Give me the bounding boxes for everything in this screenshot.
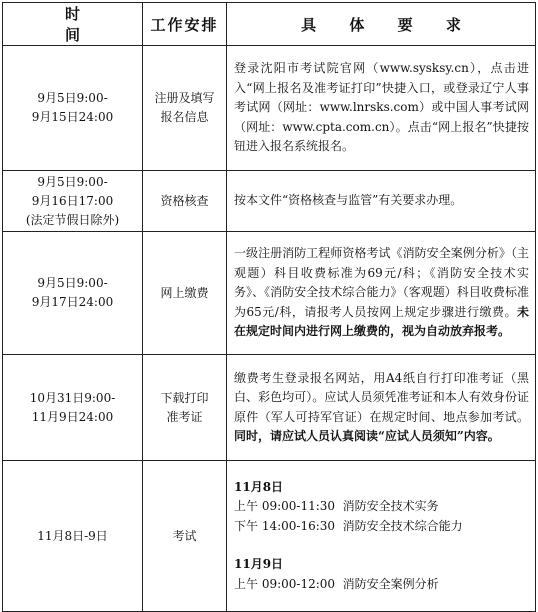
row-requirement: 按本文件“资格核查与监管”有关要求办理。 xyxy=(227,171,536,232)
row-time: 9月5日9:00- 9月16日17:00 (法定节假日除外) xyxy=(3,171,143,232)
row-requirement: 缴费考生登录报名网站，用A4纸自行打印准考证（黑白、彩色均可）。应试人员须凭准考证和本人有效身份证原件（军人可持军官证）在规定时间、地点参加考试。 xyxy=(234,370,529,424)
table-row xyxy=(3,232,536,355)
exam-day: 11月8日 xyxy=(234,479,284,494)
table-row xyxy=(3,461,536,612)
row-time: 11月8日-9日 xyxy=(3,461,143,612)
row-requirement: 一级注册消防工程师资格考试《消防安全案例分析》（主观题）科目收费标准为69元/科；《消防安全技术实务》、《消防安全技术综合能力》（客观题）科目收费标准为65元/科，请报考人员按网上规定步骤进行缴费。 xyxy=(234,246,529,319)
exam-session: 上午 09:00-11:30 消防安全技术实务 xyxy=(234,499,439,514)
header-time: 时 间 xyxy=(3,3,143,46)
table-row xyxy=(3,171,536,232)
row-requirement-emphasis: 未在规定时间内进行网上缴费的，视为自动放弃报考。 xyxy=(234,304,529,339)
row-time: 10月31日9:00- 11月9日24:00 xyxy=(3,355,143,461)
row-requirement-cell xyxy=(227,232,536,355)
spacer xyxy=(234,536,529,555)
header-requirements: 具 体 要 求 xyxy=(227,3,536,46)
table-header-row xyxy=(3,3,536,46)
table-row xyxy=(3,355,536,461)
row-requirement-cell xyxy=(227,355,536,461)
row-requirement-emphasis: 同时，请应试人员认真阅读“应试人员须知”内容。 xyxy=(234,429,500,443)
row-task: 网上缴费 xyxy=(143,232,227,355)
exam-schedule-table xyxy=(2,2,536,612)
row-time: 9月5日9:00- 9月17日24:00 xyxy=(3,232,143,355)
row-task: 注册及填写 报名信息 xyxy=(143,46,227,171)
header-task: 工作安排 xyxy=(143,3,227,46)
row-task: 考试 xyxy=(143,461,227,612)
row-task: 资格核查 xyxy=(143,171,227,232)
exam-session: 下午 14:00-16:30 消防安全技术综合能力 xyxy=(234,518,463,533)
table-row xyxy=(3,46,536,171)
row-time: 9月5日9:00- 9月15日24:00 xyxy=(3,46,143,171)
exam-schedule-cell xyxy=(227,461,536,612)
exam-day: 11月9日 xyxy=(234,557,284,572)
exam-session: 上午 09:00-12:00 消防安全案例分析 xyxy=(234,576,439,591)
row-task: 下载打印 准考证 xyxy=(143,355,227,461)
row-requirement: 登录沈阳市考试院官网（www.sysksy.cn），点击进入“网上报名及准考证打印”快捷入口，或登录辽宁人事考试网（网址：www.lnrsks.com）或中国人事考试网（网址：www.cpta.com.cn）。点击“网上报名”快捷按钮进入报名系统报名。 xyxy=(227,46,536,171)
